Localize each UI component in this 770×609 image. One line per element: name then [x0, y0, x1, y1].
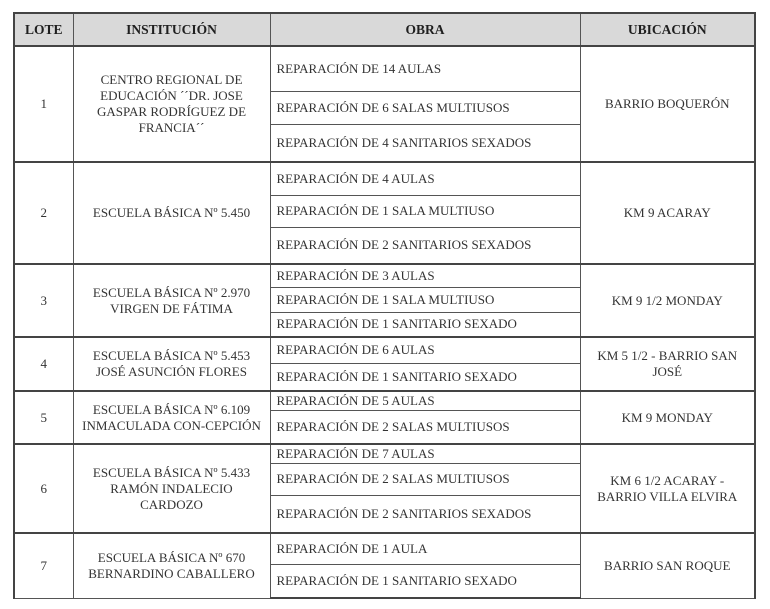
obra-cell: REPARACIÓN DE 5 AULAS	[270, 391, 580, 410]
ubicacion-cell: KM 9 1/2 MONDAY	[580, 264, 755, 337]
lotes-table	[13, 12, 756, 599]
lote-number: 1	[14, 46, 73, 162]
table-row	[14, 46, 755, 91]
institucion-cell: ESCUELA BÁSICA Nº 2.970 VIRGEN DE FÁTIMA	[73, 264, 270, 337]
obra-cell: REPARACIÓN DE 4 SANITARIOS SEXADOS	[270, 124, 580, 162]
header-lote: LOTE	[14, 13, 73, 46]
table-row	[14, 162, 755, 195]
institucion-cell: ESCUELA BÁSICA Nº 6.109 INMACULADA CON-CEPCIÓN	[73, 391, 270, 444]
ubicacion-cell: KM 5 1/2 - BARRIO SAN JOSÉ	[580, 337, 755, 391]
obra-cell: REPARACIÓN DE 4 AULAS	[270, 162, 580, 195]
table-row	[14, 391, 755, 410]
obra-cell: REPARACIÓN DE 14 AULAS	[270, 46, 580, 91]
table-row	[14, 533, 755, 564]
obra-cell: REPARACIÓN DE 1 SANITARIO SEXADO	[270, 312, 580, 337]
ubicacion-cell: BARRIO BOQUERÓN	[580, 46, 755, 162]
ubicacion-cell: BARRIO SAN ROQUE	[580, 533, 755, 598]
obra-cell: REPARACIÓN DE 2 SALAS MULTIUSOS	[270, 410, 580, 444]
institucion-cell: ESCUELA BÁSICA Nº 5.453 JOSÉ ASUNCIÓN FLORES	[73, 337, 270, 391]
obra-cell: REPARACIÓN DE 2 SANITARIOS SEXADOS	[270, 227, 580, 264]
obra-cell: REPARACIÓN DE 1 SANITARIO SEXADO	[270, 363, 580, 391]
obra-cell: REPARACIÓN DE 1 AULA	[270, 533, 580, 564]
obra-cell: REPARACIÓN DE 2 SALAS MULTIUSOS	[270, 463, 580, 495]
ubicacion-cell: KM 6 1/2 ACARAY - BARRIO VILLA ELVIRA	[580, 444, 755, 533]
table-row	[14, 337, 755, 363]
lote-number: 4	[14, 337, 73, 391]
obra-cell: REPARACIÓN DE 1 SANITARIO SEXADO	[270, 564, 580, 598]
lote-number: 2	[14, 162, 73, 264]
institucion-cell: ESCUELA BÁSICA Nº 5.433 RAMÓN INDALECIO CARDOZO	[73, 444, 270, 533]
obra-cell: REPARACIÓN DE 7 AULAS	[270, 444, 580, 463]
lote-number: 6	[14, 444, 73, 533]
lote-number: 3	[14, 264, 73, 337]
obra-cell: REPARACIÓN DE 3 AULAS	[270, 264, 580, 287]
obra-cell: REPARACIÓN DE 2 SANITARIOS SEXADOS	[270, 495, 580, 533]
table-row	[14, 264, 755, 287]
lote-number: 7	[14, 533, 73, 598]
ubicacion-cell: KM 9 ACARAY	[580, 162, 755, 264]
institucion-cell: CENTRO REGIONAL DE EDUCACIÓN ´´DR. JOSE GASPAR RODRÍGUEZ DE FRANCIA´´	[73, 46, 270, 162]
header-institucion: INSTITUCIÓN	[73, 13, 270, 46]
obra-cell: REPARACIÓN DE 1 SALA MULTIUSO	[270, 287, 580, 312]
obra-cell: REPARACIÓN DE 1 SALA MULTIUSO	[270, 195, 580, 227]
obra-cell: REPARACIÓN DE 6 SALAS MULTIUSOS	[270, 91, 580, 124]
obra-cell: REPARACIÓN DE 6 AULAS	[270, 337, 580, 363]
lote-number: 5	[14, 391, 73, 444]
header-ubicacion: UBICACIÓN	[580, 13, 755, 46]
institucion-cell: ESCUELA BÁSICA Nº 670 BERNARDINO CABALLERO	[73, 533, 270, 598]
header-obra: OBRA	[270, 13, 580, 46]
table-row	[14, 444, 755, 463]
header-row	[14, 13, 755, 46]
institucion-cell: ESCUELA BÁSICA Nº 5.450	[73, 162, 270, 264]
ubicacion-cell: KM 9 MONDAY	[580, 391, 755, 444]
